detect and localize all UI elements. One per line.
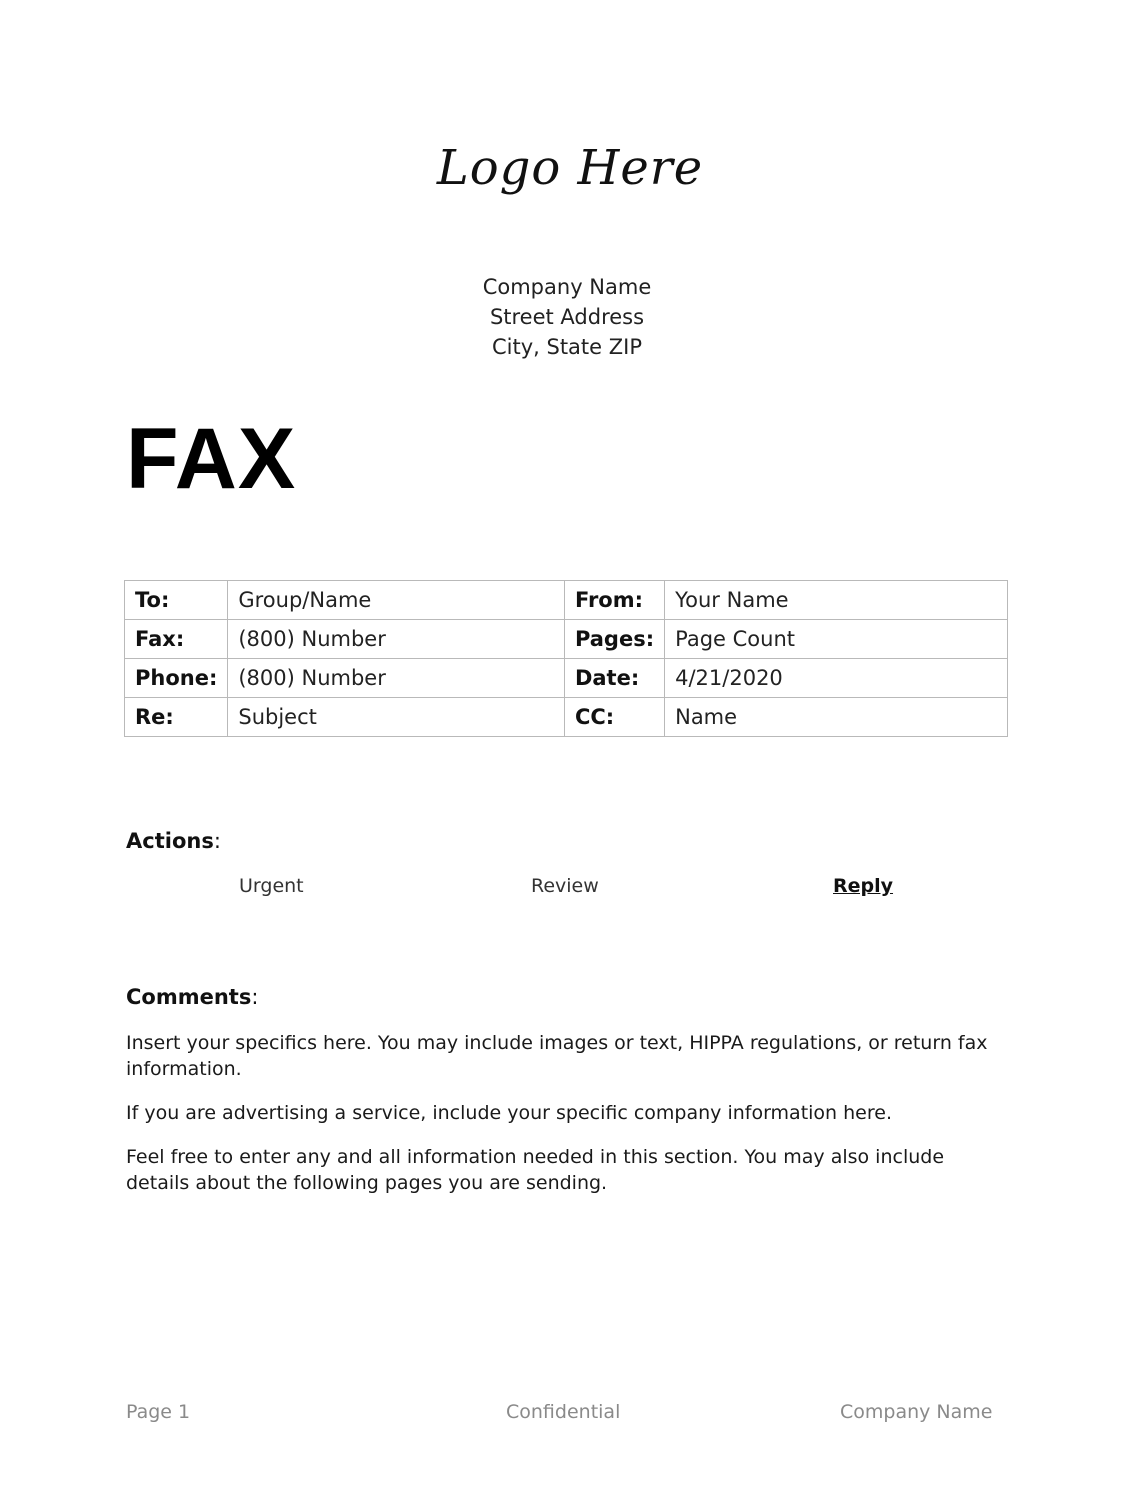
- page-title: FAX: [126, 411, 297, 507]
- company-name: Company Name: [482, 275, 652, 299]
- table-row: [125, 581, 1008, 620]
- footer-confidential: Confidential: [506, 1401, 621, 1423]
- actions-heading: Actions:: [126, 829, 221, 853]
- comment-paragraph: Feel free to enter any and all information needed in this section. You may also include details about the following pages you are sending.: [126, 1146, 945, 1194]
- pages-value[interactable]: Page Count: [665, 620, 1008, 659]
- comment-paragraph: If you are advertising a service, include your specific company information here.: [126, 1102, 892, 1124]
- company-address-block: [0, 272, 1134, 362]
- city-state-zip: City, State ZIP: [491, 335, 642, 359]
- fax-info-table: [124, 580, 1008, 737]
- cc-value[interactable]: Name: [665, 698, 1008, 737]
- to-label: To:: [125, 581, 228, 620]
- street-address: Street Address: [489, 305, 645, 329]
- comments-body: [126, 1030, 1006, 1214]
- from-label: From:: [564, 581, 664, 620]
- date-label: Date:: [564, 659, 664, 698]
- action-review[interactable]: Review: [531, 875, 599, 897]
- phone-value[interactable]: (800) Number: [228, 659, 565, 698]
- from-value[interactable]: Your Name: [665, 581, 1008, 620]
- comments-label: Comments: [126, 985, 252, 1009]
- footer-page-number: Page 1: [126, 1401, 191, 1423]
- logo-placeholder: Logo Here: [436, 140, 704, 196]
- phone-label: Phone:: [125, 659, 228, 698]
- action-urgent[interactable]: Urgent: [239, 875, 304, 897]
- table-row: [125, 659, 1008, 698]
- footer-company-name: Company Name: [840, 1401, 993, 1423]
- table-row: [125, 698, 1008, 737]
- fax-label: Fax:: [125, 620, 228, 659]
- re-value[interactable]: Subject: [228, 698, 565, 737]
- actions-label: Actions: [126, 829, 214, 853]
- re-label: Re:: [125, 698, 228, 737]
- to-value[interactable]: Group/Name: [228, 581, 565, 620]
- action-reply[interactable]: Reply: [833, 875, 894, 897]
- cc-label: CC:: [564, 698, 664, 737]
- comments-heading: Comments:: [126, 985, 259, 1009]
- comment-paragraph: Insert your specifics here. You may include images or text, HIPPA regulations, or return fax information.: [126, 1032, 988, 1080]
- fax-value[interactable]: (800) Number: [228, 620, 565, 659]
- date-value[interactable]: 4/21/2020: [665, 659, 1008, 698]
- pages-label: Pages:: [564, 620, 664, 659]
- table-row: [125, 620, 1008, 659]
